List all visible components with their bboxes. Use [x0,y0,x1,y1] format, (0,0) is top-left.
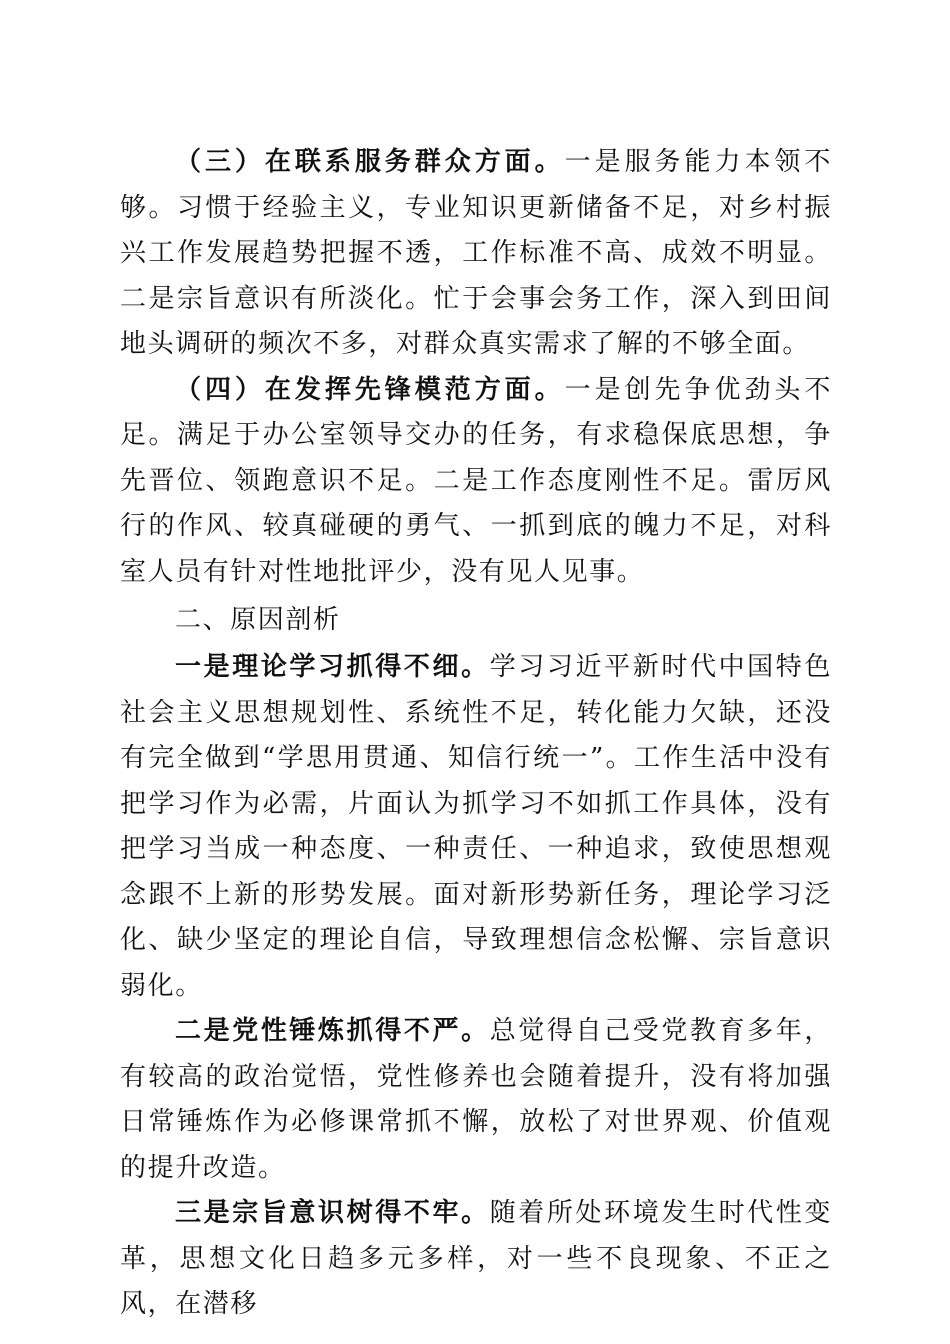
paragraph-lead: 三是宗旨意识树得不牢。 [175,1198,490,1228]
paragraph-body: 学习习近平新时代中国特色社会主义思想规划性、系统性不足，转化能力欠缺，还没有完全做到“学思用贯通、知信行统一”。工作生活中没有把学习作为必需，片面认为抓学习不如抓工作具体，没有把学习当成一种态度、一种责任、一种追求，致使思想观念跟不上新的形势发展。面对新形势新任务，理论学习泛化、缺少坚定的理论自信，导致理想信念松懈、宗旨意识弱化。 [120,652,832,1001]
paragraph-lead: （四）在发挥先锋模范方面。 [175,374,565,405]
paragraph-purpose-awareness [120,1191,832,1328]
paragraph-body: 总觉得自己受党教育多年，有较高的政治觉悟，党性修养也会随着提升，没有将加强日常锤炼作为必修课常抓不懈，放松了对世界观、价值观的提升改造。 [120,1016,832,1183]
document-page [120,140,832,1328]
paragraph-party-spirit [120,1009,832,1191]
paragraph-vanguard-role [120,368,832,596]
paragraph-body: 一是创先争优劲头不足。满足于办公室领导交办的任务，有求稳保底思想，争先晋位、领跑意识不足。二是工作态度刚性不足。雷厉风行的作风、较真碰硬的勇气、一抓到底的魄力不足，对科室人员有针对性地批评少，没有见人见事。 [120,374,832,587]
paragraph-serve-masses [120,140,832,368]
paragraph-body: 随着所处环境发生时代性变革，思想文化日趋多元多样，对一些不良现象、不正之风，在潜移 [120,1198,832,1319]
paragraph-lead: 一是理论学习抓得不细。 [175,652,490,682]
paragraph-body: 一是服务能力本领不够。习惯于经验主义，专业知识更新储备不足，对乡村振兴工作发展趋势把握不透，工作标准不高、成效不明显。二是宗旨意识有所淡化。忙于会事会务工作，深入到田间地头调研的频次不多，对群众真实需求了解的不够全面。 [120,147,832,359]
paragraph-lead: 二是党性锤炼抓得不严。 [175,1016,490,1046]
paragraph-lead: （三）在联系服务群众方面。 [175,147,565,177]
paragraph-theory-study [120,645,832,1009]
section-heading: 二、原因剖析 [175,605,341,635]
